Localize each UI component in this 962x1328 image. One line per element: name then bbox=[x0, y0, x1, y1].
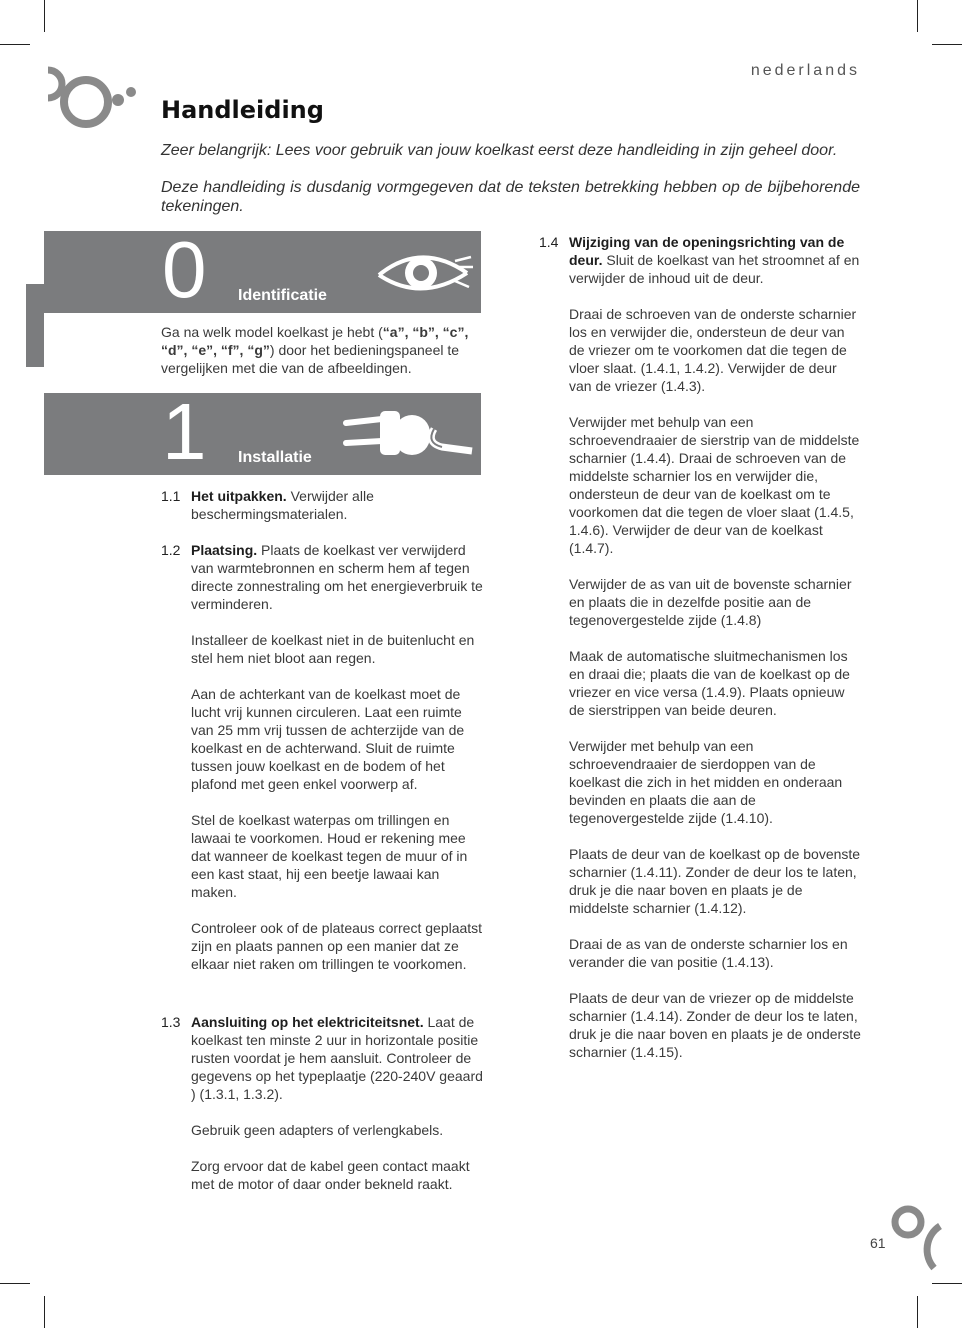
page-number: 61 bbox=[870, 1235, 886, 1251]
section-band-identificatie bbox=[44, 225, 481, 314]
paragraph: Draai de as van de onderste scharnier los en verander die van positie (1.4.13). bbox=[569, 936, 848, 970]
brand-logo-icon bbox=[888, 1202, 948, 1272]
section-title: Plaatsing. bbox=[191, 542, 258, 558]
paragraph: Verwijder de as van uit de bovenste scharnier en plaats die in dezelfde positie aan de tegenovergestelde zijde (1.4.8) bbox=[569, 576, 852, 628]
paragraph: Plaats de deur van de vriezer op de middelste scharnier (1.4.14). Zonder de deur los te laten, druk je die naar boven en plaats je de onderste scharnier (1.4.15). bbox=[569, 990, 861, 1060]
section-1-3 bbox=[161, 1013, 483, 1193]
crop-mark bbox=[917, 1296, 918, 1328]
paragraph: Gebruik geen adapters of verlengkabels. bbox=[191, 1122, 444, 1138]
paragraph: Aansluiting op het elektriciteitsnet. Laat de koelkast ten minste 2 uur in horizontale positie rusten voordat je hem aansluit. Controleer de gegevens op het typeplaatje (220-240V geaard ) (1.3.1, 1.3.2). bbox=[191, 1014, 483, 1102]
paragraph: Wijziging van de openingsrichting van de deur. Sluit de koelkast van het stroomnet af en verwijder de inhoud uit de deur. bbox=[569, 234, 860, 286]
crop-mark bbox=[0, 1283, 30, 1284]
section-band-installatie bbox=[44, 387, 481, 476]
paragraph: Draai de schroeven van de onderste scharnier los en verwijder die, ondersteun de deur van de vriezer om te voorkomen dat die tegen de vloer slaat. (1.4.1, 1.4.2). Verwijder de deur van de vriezer (1.4.3). bbox=[569, 306, 857, 394]
section-number: 0 bbox=[162, 225, 207, 314]
identification-text: Ga na welk model koelkast je hebt (“a”, “b”, “c”, “d”, “e”, “f”, “g”) door het bedieningspaneel te vergelijken met die van de afbeeldingen. bbox=[161, 324, 469, 376]
page-title: Handleiding bbox=[161, 96, 324, 124]
section-label: Installatie bbox=[238, 449, 312, 466]
section-number: 1.4 bbox=[539, 234, 559, 250]
paragraph: Plaats de deur van de koelkast op de bovenste scharnier (1.4.11). Zonder de deur los te laten, druk je die naar boven en plaats je de middelste scharnier (1.4.12). bbox=[569, 846, 861, 916]
paragraph: Het uitpakken. Verwijder alle beschermingsmaterialen. bbox=[191, 488, 374, 522]
section-1-1 bbox=[161, 487, 483, 523]
plug-icon bbox=[340, 399, 475, 471]
paragraph: Aan de achterkant van de koelkast moet de lucht vrij kunnen circuleren. Laat een ruimte van 25 mm vrij tussen de achterzijde van de koelkast en de achterwand. Sluit de ruimte tussen jouw koelkast en de bodem of het plafond met geen enkel voorwerp af. bbox=[191, 686, 465, 792]
paragraph: Verwijder met behulp van een schroevendraaier de sierdoppen van de koelkast die zich in het midden en onderaan bevinden en plaats die aan de tegenovergestelde zijde (1.4.10). bbox=[569, 738, 843, 826]
section-number: 1.3 bbox=[161, 1014, 181, 1030]
section-title: Wijziging van de openingsrichting van de deur. bbox=[569, 234, 845, 268]
crop-mark bbox=[0, 44, 30, 45]
paragraph: Zorg ervoor dat de kabel geen contact maakt met de motor of daar onder bekneld raakt. bbox=[191, 1158, 470, 1192]
crop-mark bbox=[932, 1283, 962, 1284]
section-1-2 bbox=[161, 541, 483, 973]
model-list: “a”, “b”, “c”, “d”, “e”, “f”, “g” bbox=[161, 324, 469, 358]
section-title: Aansluiting op het elektriciteitsnet. bbox=[191, 1014, 424, 1030]
crop-mark bbox=[932, 44, 962, 45]
section-number: 1.1 bbox=[161, 488, 181, 504]
section-number: 1.2 bbox=[161, 542, 181, 558]
paragraph: Installeer de koelkast niet in de buitenlucht en stel hem niet bloot aan regen. bbox=[191, 632, 475, 666]
paragraph: Stel de koelkast waterpas om trillingen en lawaai te voorkomen. Houd er rekening mee dat wanneer de koelkast tegen de muur of in een kast staat, hij een beetje lawaai kan maken. bbox=[191, 812, 468, 900]
crop-mark bbox=[44, 0, 45, 32]
eye-icon bbox=[375, 237, 475, 307]
paragraph: Maak de automatische sluitmechanismen los en draai die; plaats die van de koelkast op de vriezer en vice versa (1.4.9). Plaats opnieuw de sierstrippen van beide deuren. bbox=[569, 648, 850, 718]
intro-important: Zeer belangrijk: Lees voor gebruik van jouw koelkast eerst deze handleiding in zijn geheel door. bbox=[161, 142, 838, 159]
section-number: 1 bbox=[162, 387, 207, 476]
paragraph: Controleer ook of de plateaus correct geplaatst zijn en plaats pannen op een manier dat ze elkaar niet raken om trillingen te voorkomen. bbox=[191, 920, 483, 972]
section-label: Identificatie bbox=[238, 287, 327, 304]
section-title: Het uitpakken. bbox=[191, 488, 287, 504]
side-tab-marker bbox=[26, 284, 44, 367]
paragraph: Plaatsing. Plaats de koelkast ver verwijderd van warmtebronnen en scherm hem af tegen directe zonnestraling om het energieverbruik te verminderen. bbox=[191, 542, 483, 612]
language-label: nederlands bbox=[750, 62, 860, 79]
intro-layout-note: Deze handleiding is dusdanig vormgegeven dat de teksten betrekking hebben op de bijbehorende tekeningen. bbox=[161, 179, 860, 215]
crop-mark bbox=[917, 0, 918, 32]
brand-logo-icon bbox=[40, 62, 140, 138]
crop-mark bbox=[44, 1296, 45, 1328]
section-1-4 bbox=[539, 233, 861, 1061]
paragraph: Verwijder met behulp van een schroevendraaier de sierstrip van de middelste scharnier (1.4.4). Draai de schroeven van de middelste scharnier los en verwijder die, ondersteun de deur van de koelkast om te voorkomen dat die tegen de vloer slaat (1.4.5, 1.4.6). Verwijder de deur van de koelkast (1.4.7). bbox=[569, 414, 860, 556]
